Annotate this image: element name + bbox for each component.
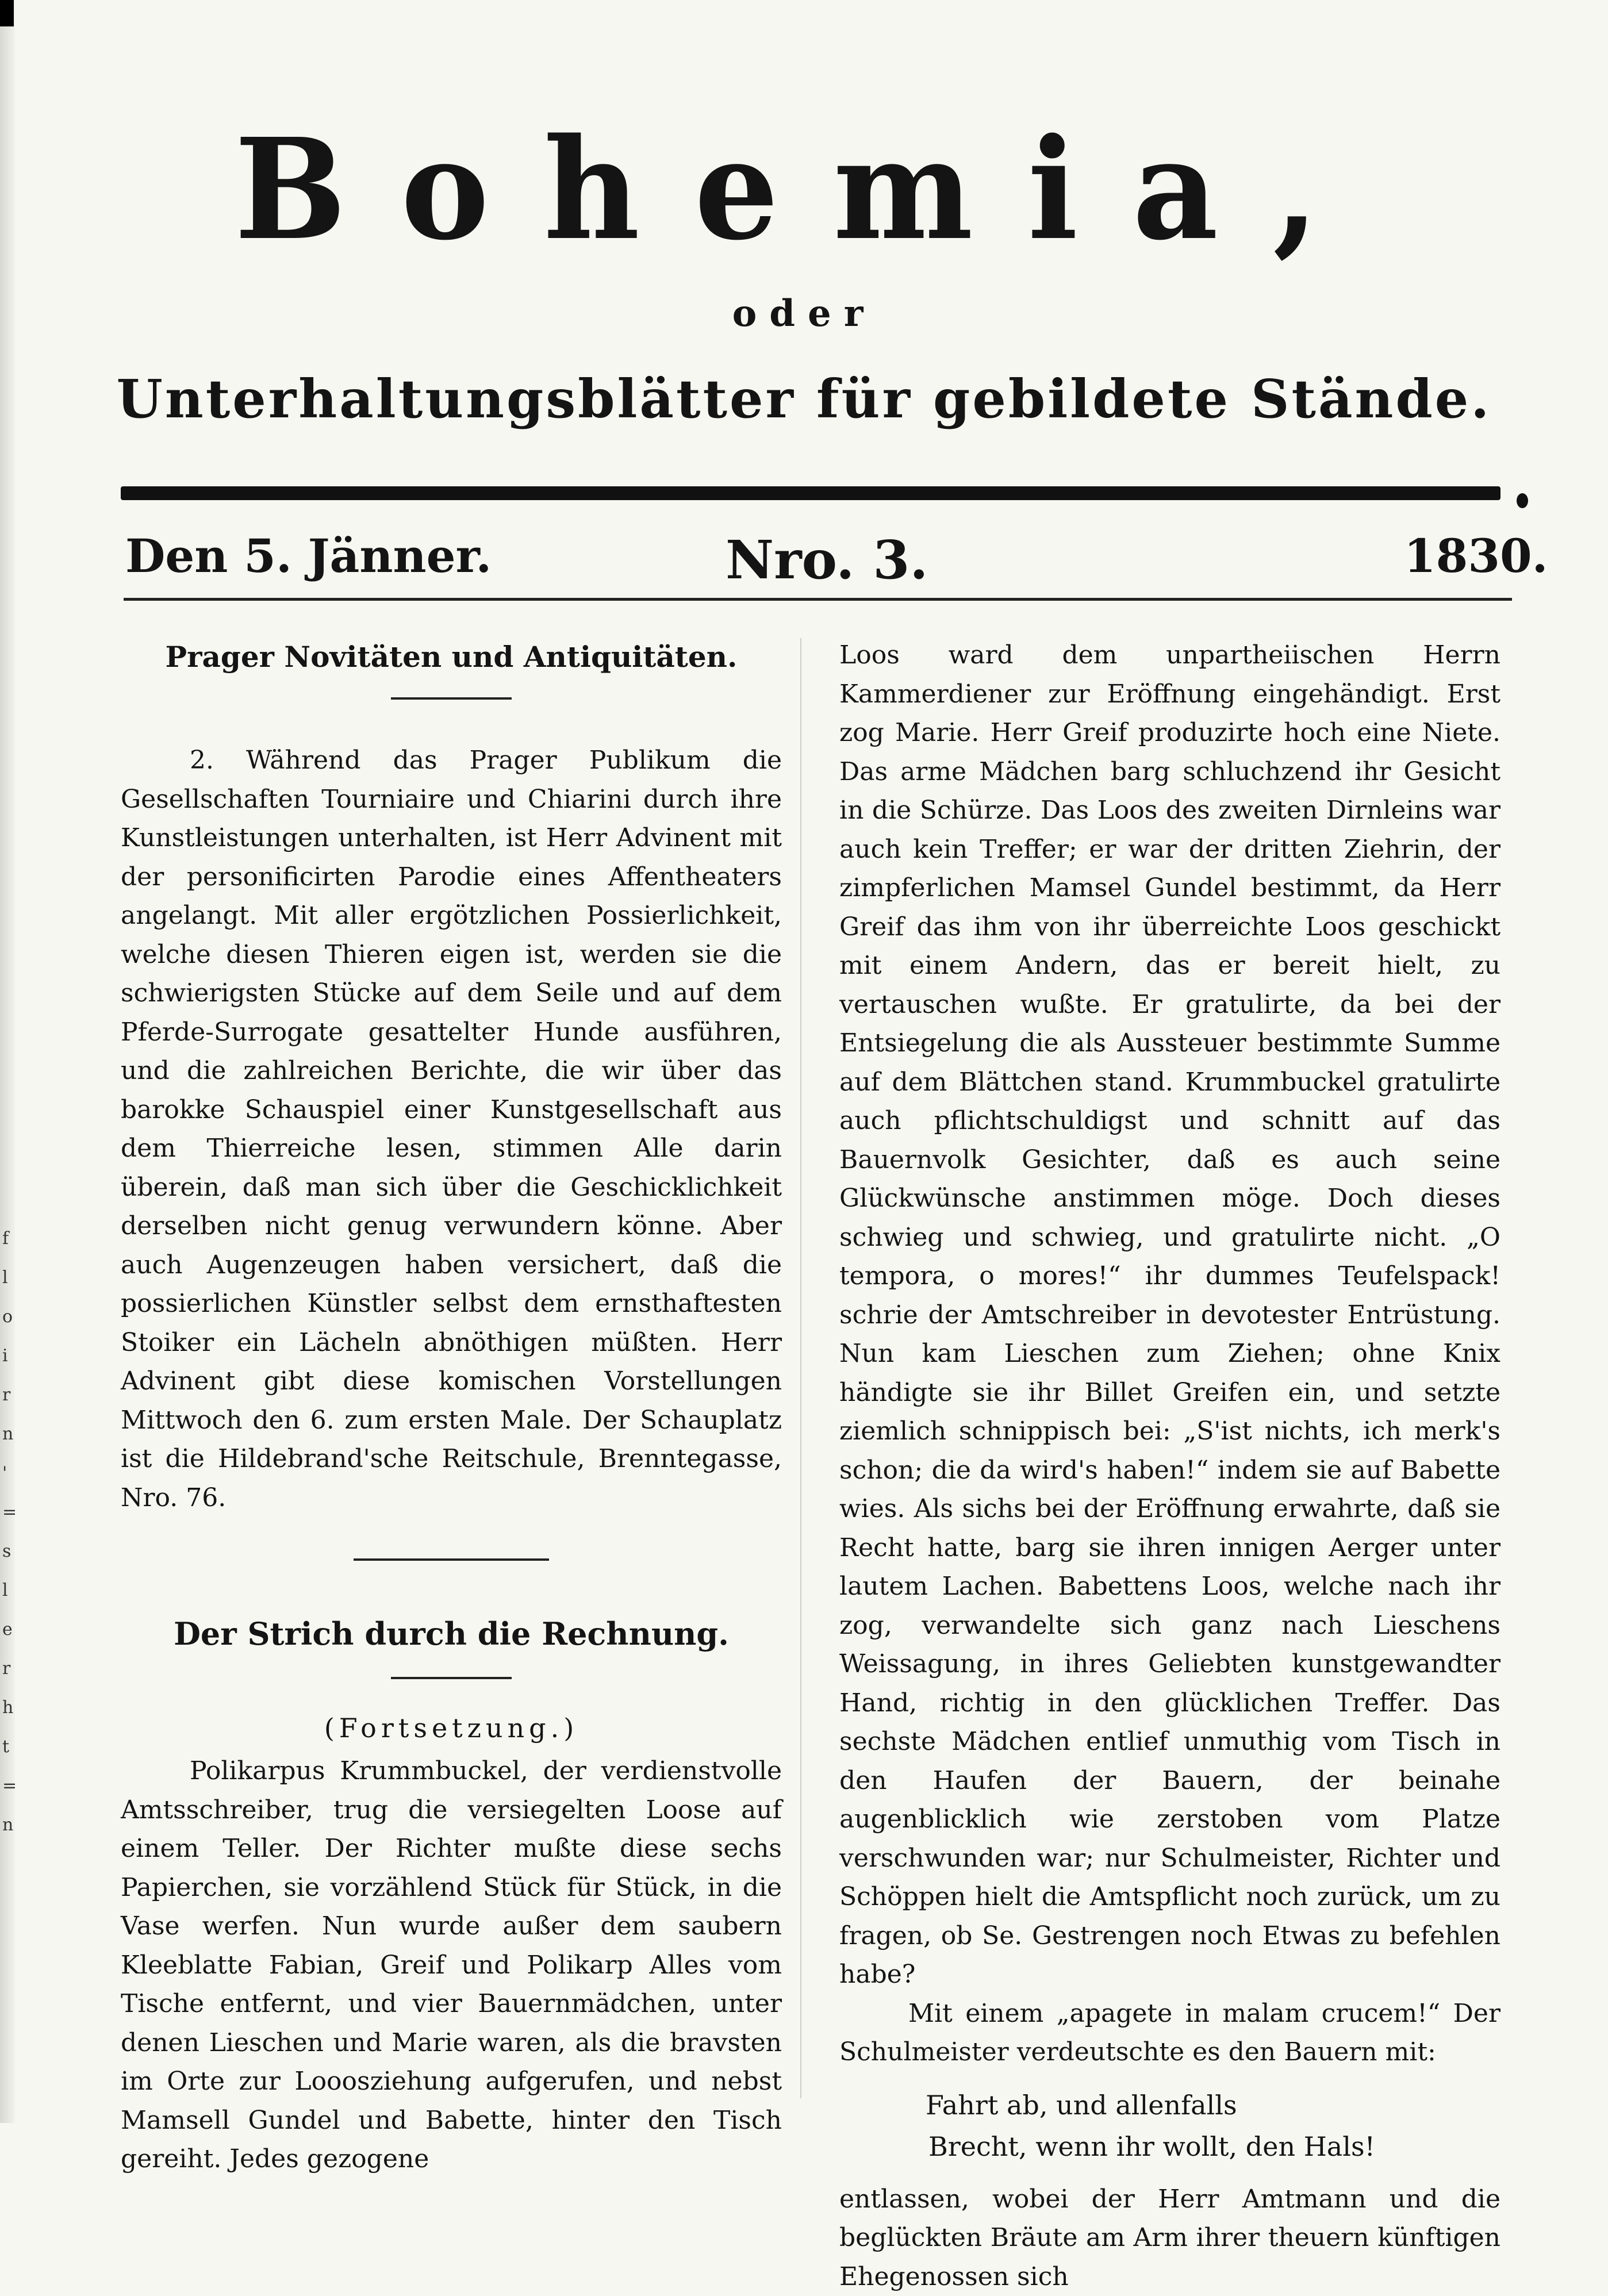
right-column: [839, 638, 1500, 2296]
scan-corner-mark: [0, 0, 14, 26]
newspaper-subtitle: Unterhaltungsblätter für gebildete Stände.: [0, 368, 1608, 430]
story-body-right-2: Mit einem „apagete in malam crucem!“ Der Schulmeister verdeutschte es den Bauern mit:: [839, 1994, 1500, 2072]
issue-number: Nro. 3.: [726, 529, 928, 591]
issue-year: 1830.: [1404, 529, 1548, 583]
margin-fragment: n: [2, 1426, 13, 1443]
margin-fragment: h: [2, 1699, 13, 1717]
margin-fragment: ': [2, 1465, 7, 1482]
issue-date: Den 5. Jänner.: [125, 529, 492, 583]
masthead-rule: [121, 486, 1500, 500]
left-column: [121, 638, 782, 2179]
rule-ornament-dot: [1517, 493, 1528, 508]
margin-fragment: s: [2, 1543, 11, 1560]
margin-fragment: =: [2, 1777, 17, 1795]
section-rule: [391, 697, 512, 700]
story-body-right: Loos ward dem unpartheiischen Herrn Kammerdiener zur Eröffnung eingehändigt. Erst zog Marie. Herr Greif produzirte hoch eine Niete. Das arme Mädchen barg schluchzend ihr Gesicht in die Schürze. Das Loos des zweiten Dirnleins war auch kein Treffer; er war der dritten Ziehrin, der zimpferlichen Mamsel Gundel bestimmt, da Herr Greif das ihm von ihr überreichte Loos geschickt mit einem Andern, das er bereit hielt, zu vertauschen wußte. Er gratulirte, da bei der Entsiegelung die als Aussteuer bestimmte Summe auf dem Blättchen stand. Krummbuckel gratulirte auch pflichtschuldigst und schnitt auf das Bauernvolk Gesichter, daß es auch seine Glückwünsche anstimmen möge. Doch dieses schwieg und schwieg, und gratulirte nicht. „O tempora, o mores!“ ihr dummes Teufelspack! schrie der Amtschreiber in devotester Entrüstung. Nun kam Lieschen zum Ziehen; ohne Knix händigte sie ihr Billet Greifen ein, und setzte ziemlich schnippisch bei: „S'ist nichts, ich merk's schon; die da wird's haben!“ indem sie auf Babette wies. Als sichs bei der Eröffnung erwahrte, daß sie Recht hatte, barg sie ihren innigen Aerger unter lautem Lachen. Babettens Loos, welche nach ihr zog, verwandelte sich ganz nach Lieschens Weissagung, in ihres Geliebten kunstgewandter Hand, richtig in den glücklichen Treffer. Das sechste Mädchen entlief unmuthig vom Tisch in den Haufen der Bauern, der beinahe augenblicklich wie zerstoben vom Platze verschwunden war; nur Schulmeister, Richter und Schöppen hielt die Amtspflicht noch zurück, um zu fragen, ob Se. Gestrengen noch Etwas zu befehlen habe?: [839, 636, 1500, 1994]
margin-fragment: e: [2, 1621, 13, 1638]
margin-fragment: f: [2, 1230, 9, 1247]
title-connector: oder: [0, 292, 1608, 335]
margin-fragment: n: [2, 1817, 13, 1834]
section-rule: [354, 1558, 549, 1561]
margin-fragment: t: [2, 1738, 9, 1756]
verse-line: Fahrt ab, und allenfalls: [839, 2084, 1500, 2126]
verse-line: Brecht, wenn ihr wollt, den Hals!: [839, 2126, 1500, 2167]
margin-fragment: =: [2, 1504, 17, 1521]
newspaper-title: Bohemia,: [0, 120, 1608, 259]
dateline-rule: [124, 598, 1512, 601]
story-body-right-3: entlassen, wobei der Herr Amtmann und die beglückten Bräute am Arm ihrer theuern künftigen Ehegenossen sich: [839, 2180, 1500, 2296]
section-rule: [391, 1677, 512, 1679]
margin-fragment: i: [2, 1347, 8, 1365]
margin-fragment: o: [2, 1308, 13, 1326]
article-heading-strich: Der Strich durch die Rechnung.: [121, 1614, 782, 1654]
story-body-left: Polikarpus Krummbuckel, der verdienstvolle Amtsschreiber, trug die versiegelten Loose auf einem Teller. Der Richter mußte diese sechs Papierchen, sie vorzählend Stück für Stück, in die Vase werfen. Nun wurde außer dem saubern Kleeblatte Fabian, Greif und Polikarp Alles vom Tische entfernt, und vier Bauernmädchen, unter denen Lieschen und Marie waren, als die bravsten im Orte zur Looosziehung aufgerufen, und nebst Mamsell Gundel und Babette, hinter den Tisch gereiht. Jedes gezogene: [121, 1752, 782, 2179]
margin-fragment: l: [2, 1269, 8, 1287]
margin-fragment: l: [2, 1582, 8, 1599]
margin-fragment: r: [2, 1660, 10, 1677]
column-divider: [800, 638, 801, 2098]
article-body-novitaeten: 2. Während das Prager Publikum die Gesellschaften Tourniaire und Chiarini durch ihre Kunstleistungen unterhalten, ist Herr Advinent mit der personificirten Parodie eines Affentheaters angelangt. Mit aller ergötzlichen Possierlichkeit, welche diesen Thieren eigen ist, werden sie die schwierigsten Stücke auf dem Seile und auf dem Pferde-Surrogate gesattelter Hunde ausführen, und die zahlreichen Berichte, die wir über das barokke Schauspiel einer Kunstgesellschaft aus dem Thierreiche lesen, stimmen Alle darin überein, daß man sich über die Geschicklichkeit derselben nicht genug verwundern könne. Aber auch Augenzeugen haben versichert, daß die possierlichen Künstler selbst dem ernsthaftesten Stoiker ein Lächeln abnöthigen müßten. Herr Advinent gibt diese komischen Vorstellungen Mittwoch den 6. zum ersten Male. Der Schauplatz ist die Hildebrand'sche Reitschule, Brenntegasse, Nro. 76.: [121, 741, 782, 1517]
margin-fragment: r: [2, 1387, 10, 1404]
article-heading-novitaeten: Prager Novitäten und Antiquitäten.: [121, 638, 782, 675]
continuation-label: (Fortsetzung.): [121, 1713, 782, 1744]
